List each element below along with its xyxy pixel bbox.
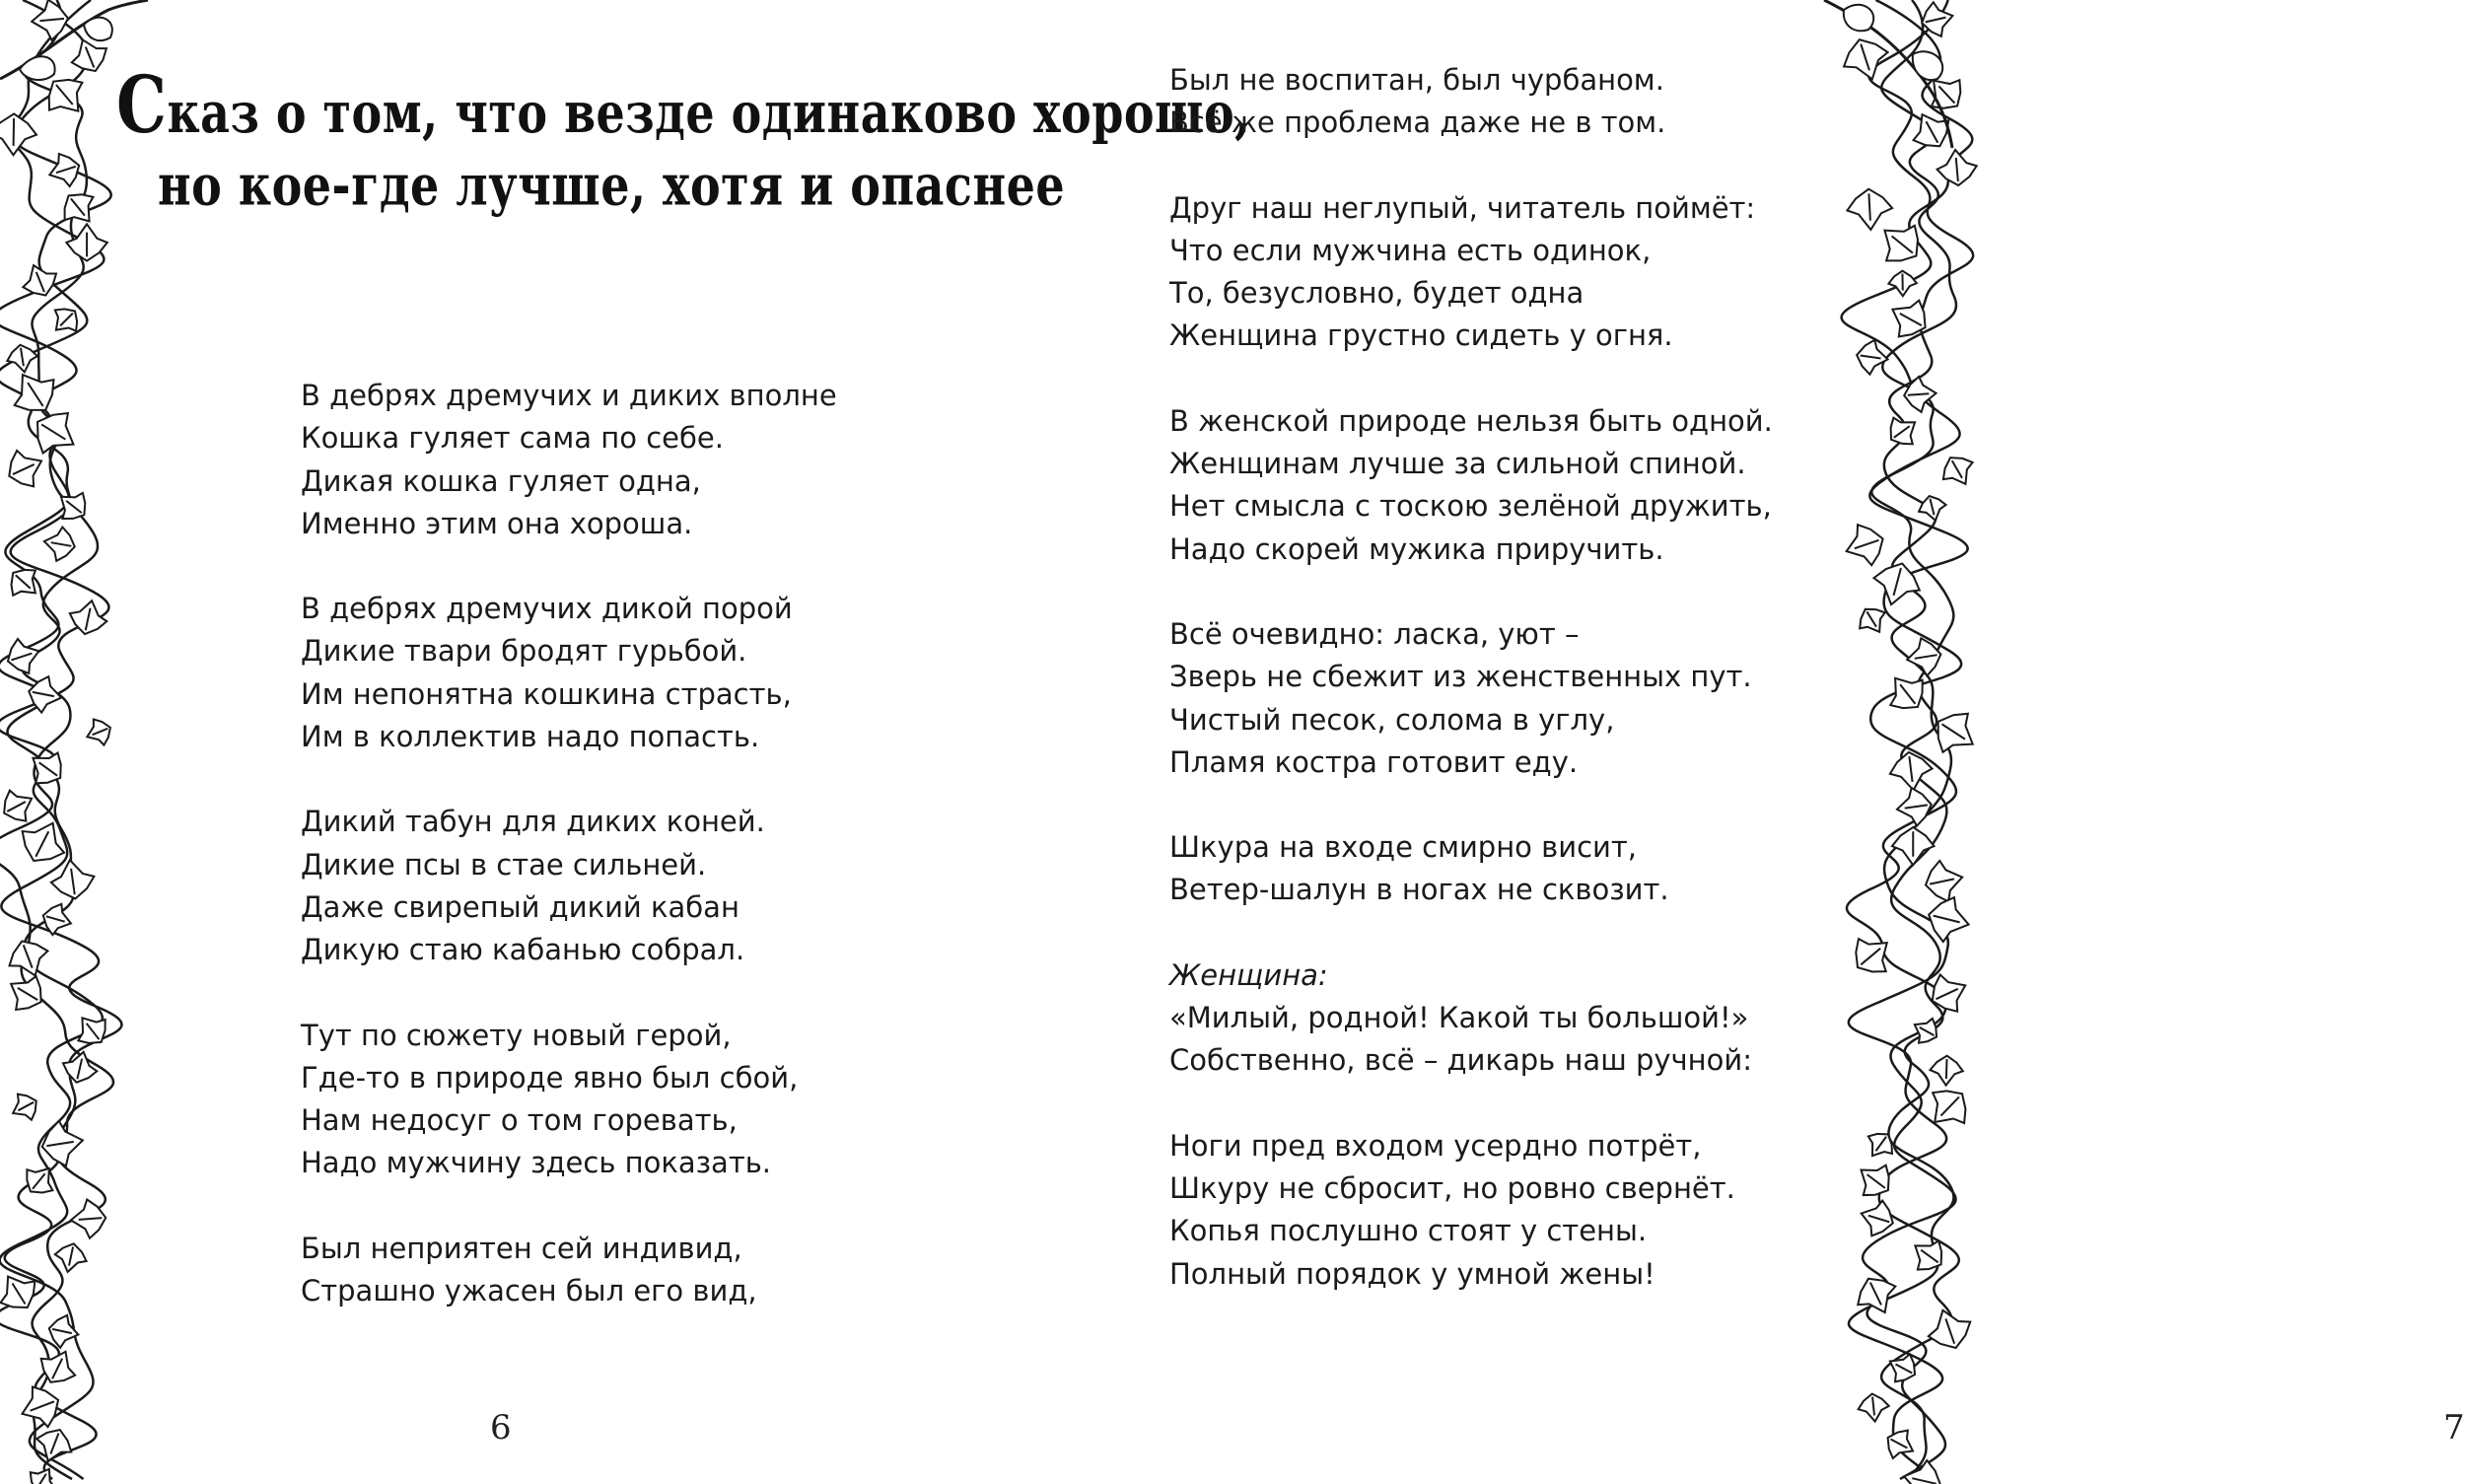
poem-line: Полный порядок у умной жены! — [1169, 1256, 1655, 1291]
poem-line: Дикие псы в стае сильней. — [301, 847, 707, 882]
poem-line: Им непонятна кошкина страсть, — [301, 676, 792, 711]
poem-line: Друг наш неглупый, читатель поймёт: — [1169, 190, 1756, 225]
poem-line: Копья послушно стоят у стены. — [1169, 1214, 1648, 1248]
stanza — [1169, 613, 1773, 784]
stanza — [1169, 187, 1773, 358]
poem-line: Кошка гуляет сама по себе. — [301, 421, 724, 456]
poem-line: Страшно ужасен был его вид, — [301, 1274, 757, 1308]
poem-line: Надо скорей мужика приручить. — [1169, 531, 1664, 566]
speaker-label: Женщина: — [1169, 957, 1328, 992]
stanza — [301, 1015, 837, 1185]
title-line-1-text: каз о том, что везде одинаково хорошо, — [167, 79, 1251, 146]
poem-line: В женской природе нельзя быть одной. — [1169, 403, 1773, 438]
poem-line: Шкура на входе смирно висит, — [1169, 830, 1637, 865]
poem-line: Нам недосуг о том горевать, — [301, 1103, 738, 1138]
poem-line: Собственно, всё – дикарь наш ручной: — [1169, 1043, 1752, 1078]
poem-line: Что если мужчина есть одинок, — [1169, 233, 1652, 267]
stanza — [1169, 826, 1773, 912]
page-number-right: 7 — [2443, 1408, 2465, 1448]
stanza — [301, 375, 837, 545]
poem-line: Даже свирепый дикий кабан — [301, 889, 740, 924]
poem-line: Тут по сюжету новый герой, — [301, 1018, 732, 1052]
stanza — [1169, 400, 1773, 571]
poem-line: То, безусловно, будет одна — [1169, 276, 1585, 311]
stanza — [301, 801, 837, 971]
poem-right-column — [1169, 59, 1773, 1338]
poem-line: Был неприятен сей индивид, — [301, 1231, 742, 1265]
poem-line: В дебрях дремучих дикой порой — [301, 592, 793, 626]
poem-line: Надо мужчину здесь показать. — [301, 1146, 772, 1180]
poem-line: Ветер-шалун в ногах не сквозит. — [1169, 873, 1669, 907]
poem-line: Был не воспитан, был чурбаном. — [1169, 63, 1664, 97]
poem-line: Дикая кошка гуляет одна, — [301, 463, 701, 498]
stanza — [301, 588, 837, 758]
stanza — [1169, 954, 1773, 1083]
poem-line: «Милый, родной! Какой ты большой!» — [1169, 1001, 1749, 1035]
poem-line: Шкуру не сбросит, но ровно свернёт. — [1169, 1170, 1735, 1205]
poem-line: Женщина грустно сидеть у огня. — [1169, 318, 1673, 353]
poem-line: Нет смысла с тоскою зелёной дружить, — [1169, 489, 1772, 524]
page-title-line-1 — [116, 59, 1251, 152]
title-dropcap: С — [116, 59, 168, 152]
page-number-left: 6 — [490, 1408, 512, 1448]
poem-line: Ноги пред входом усердно потрёт, — [1169, 1128, 1702, 1163]
poem-line: Зверь не сбежит из женственных пут. — [1169, 660, 1752, 694]
poem-line: Чистый песок, солома в углу, — [1169, 702, 1615, 737]
stanza — [1169, 1125, 1773, 1296]
poem-line: В дебрях дремучих и диких вполне — [301, 379, 837, 412]
stanza — [1169, 59, 1773, 145]
poem-line: Дикий табун для диких коней. — [301, 805, 765, 839]
stanza — [301, 1228, 837, 1313]
poem-line: Именно этим она хороша. — [301, 506, 693, 540]
poem-line: Где-то в природе явно был сбой, — [301, 1060, 799, 1095]
poem-line: Пламя костра готовит еду. — [1169, 744, 1579, 779]
poem-left-column — [301, 375, 837, 1355]
poem-line: Всё же проблема даже не в том. — [1169, 106, 1666, 140]
poem-line: Дикую стаю кабанью собрал. — [301, 933, 745, 967]
poem-line: Дикие твари бродят гурьбой. — [301, 634, 747, 669]
poem-line: Женщинам лучше за сильной спиной. — [1169, 447, 1746, 481]
poem-line: Им в коллектив надо попасть. — [301, 720, 760, 754]
page-title-line-2: но кое-где лучше, хотя и опаснее — [158, 151, 1066, 219]
poem-line: Всё очевидно: ласка, уют – — [1169, 616, 1580, 651]
